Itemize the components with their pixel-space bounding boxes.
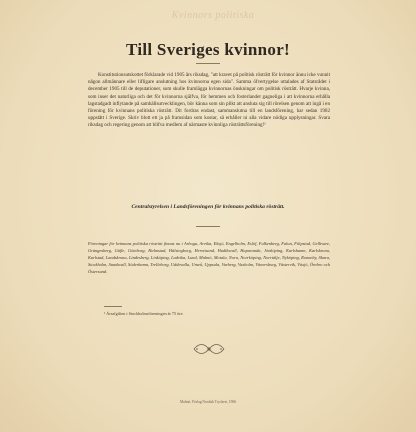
footnote-rule xyxy=(104,306,122,307)
body-text: Konstitutionsutskottet förklarade vid 1905 års riksdag, "att kravet på politisk rösträtt för kvinnor ännu icke vunnit någon allmännare eller lifligare anslutning hos kvinnorna egen sida". Samma öfvertygelse uttalades af Statsrådet i december 1905 till de deputationer, som skulle framlägga kvinnornas önskningar om politisk rösträtt. Hvarje kvinna, som inser det naturliga och det för kvinnorna själfva, för hemmen och fosterlandet gagneliga i att kvinnorna erhålla lagstadgadt inflytande på samhällsutvecklingen, bör känna som sin plikt att ansluta sig till rörelsen genom att ingå i en förening för kvinnans politiska rösträtt. Dit fordras endast, sammanslutna till en landsförening, har sedan 1902 uppstått i Sverige. Skriv blott ett ja på framsidan som kostar, så erhåller ni alla vidare nödiga upplysningar. Svara riksdag och regering genom att blifva medlem af närmaste kvinnliga rösträttsförening!¹ xyxy=(88,72,330,129)
ornament-icon xyxy=(192,342,226,356)
printer-imprint: Malmö, Förlag Nordisk Tryckeri, 1906 xyxy=(179,400,237,404)
body-paragraph xyxy=(88,72,330,130)
organizations-list: Föreningar för kvinnans politiska rösträtt finnas nu i Arboga, Arvika, Eksjö, Engelholm, Eslöf, Falkenberg, Falun, Filipstad, Gellivare, Grängesberg, Gäfle, Göteborg, Halmstad, Hälsingborg, Hernösand, Hudiksvall, Haparanda, Jönköping, Karlshamn, Karlskrona, Karlstad, Landskrona, Lindesberg, Linköping, Ludvika, Lund, Malmö, Motala, Nora, Norrköping, Norrtälje, Nyköping, Ronneby, Skara, Stockholm, Sundsvall, Söderhamn, Trelleborg, Uddevalla, Umeå, Uppsala, Varberg, Vaxholm, Vänersborg, Västervik, Växjö, Örebro och Östersund. xyxy=(88,241,330,275)
faint-heading: Kvinnors politiska xyxy=(171,10,255,21)
signature: Centralstyrelsen i Landsföreningen för kvinnans politiska rösträtt. xyxy=(131,204,285,210)
title-rule xyxy=(196,63,220,64)
page-title: Till Sveriges kvinnor! xyxy=(125,40,291,59)
section-rule xyxy=(196,226,220,227)
footnote: ¹ Årsafgiften i Stockholmsföreningen är 75 öre. xyxy=(104,311,184,316)
